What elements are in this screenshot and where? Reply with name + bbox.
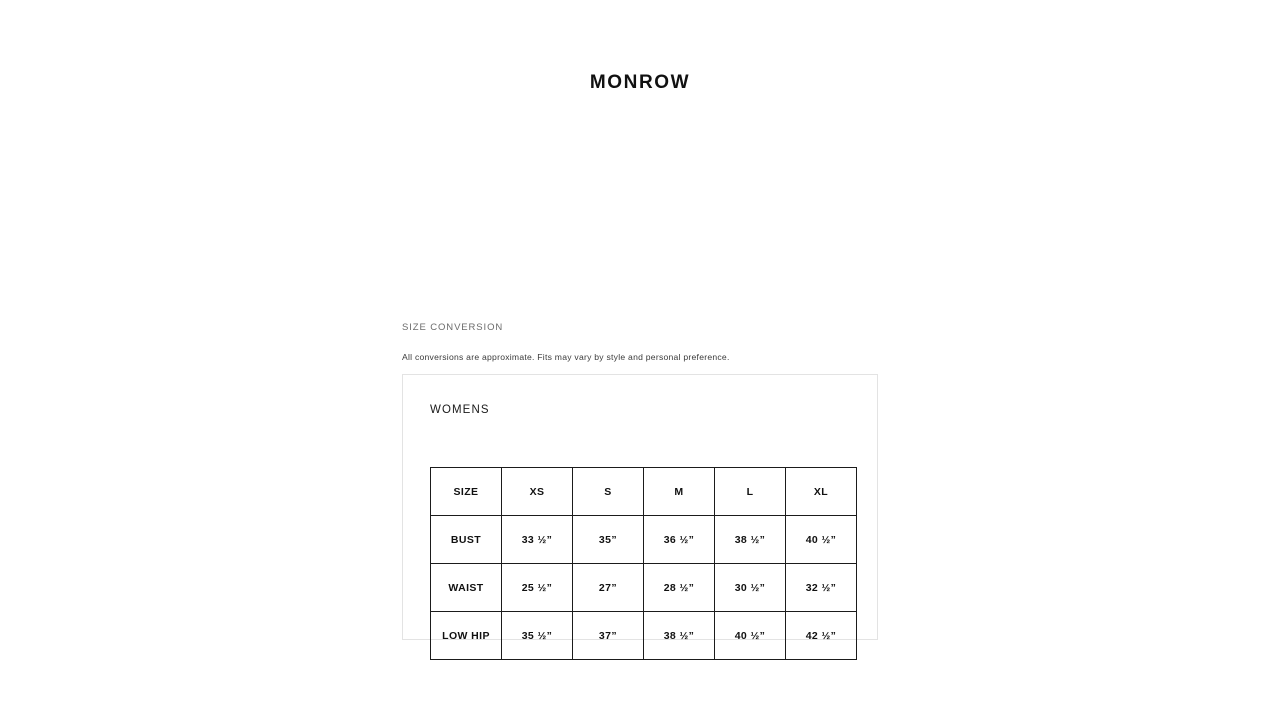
womens-size-panel — [402, 374, 878, 640]
section-title: SIZE CONVERSION — [402, 322, 504, 333]
size-conversion-section — [402, 322, 880, 640]
table-row-label: WAIST — [431, 564, 502, 612]
table-header-cell: L — [715, 468, 786, 516]
table-header-cell: S — [573, 468, 644, 516]
table-body — [431, 516, 857, 660]
table-row — [431, 468, 857, 516]
table-row — [431, 564, 857, 612]
table-cell: 37” — [573, 612, 644, 660]
table-cell: 35 ½” — [502, 612, 573, 660]
size-table-wrapper — [430, 467, 857, 660]
table-row-label: LOW HIP — [431, 612, 502, 660]
table-cell: 40 ½” — [786, 516, 857, 564]
table-header-cell: SIZE — [431, 468, 502, 516]
section-note: All conversions are approximate. Fits may vary by style and personal preference. — [402, 352, 730, 362]
table-cell: 32 ½” — [786, 564, 857, 612]
womens-size-table — [430, 467, 857, 660]
table-cell: 38 ½” — [644, 612, 715, 660]
table-cell: 40 ½” — [715, 612, 786, 660]
table-cell: 35” — [573, 516, 644, 564]
table-header — [431, 468, 857, 516]
brand-logo: MONROW — [589, 72, 691, 93]
table-row-label: BUST — [431, 516, 502, 564]
table-header-cell: XL — [786, 468, 857, 516]
table-row — [431, 516, 857, 564]
table-cell: 36 ½” — [644, 516, 715, 564]
table-row — [431, 612, 857, 660]
table-cell: 33 ½” — [502, 516, 573, 564]
table-cell: 30 ½” — [715, 564, 786, 612]
table-cell: 25 ½” — [502, 564, 573, 612]
table-cell: 38 ½” — [715, 516, 786, 564]
table-header-cell: XS — [502, 468, 573, 516]
table-cell: 42 ½” — [786, 612, 857, 660]
table-cell: 28 ½” — [644, 564, 715, 612]
panel-heading: WOMENS — [430, 404, 490, 416]
table-header-cell: M — [644, 468, 715, 516]
table-cell: 27” — [573, 564, 644, 612]
